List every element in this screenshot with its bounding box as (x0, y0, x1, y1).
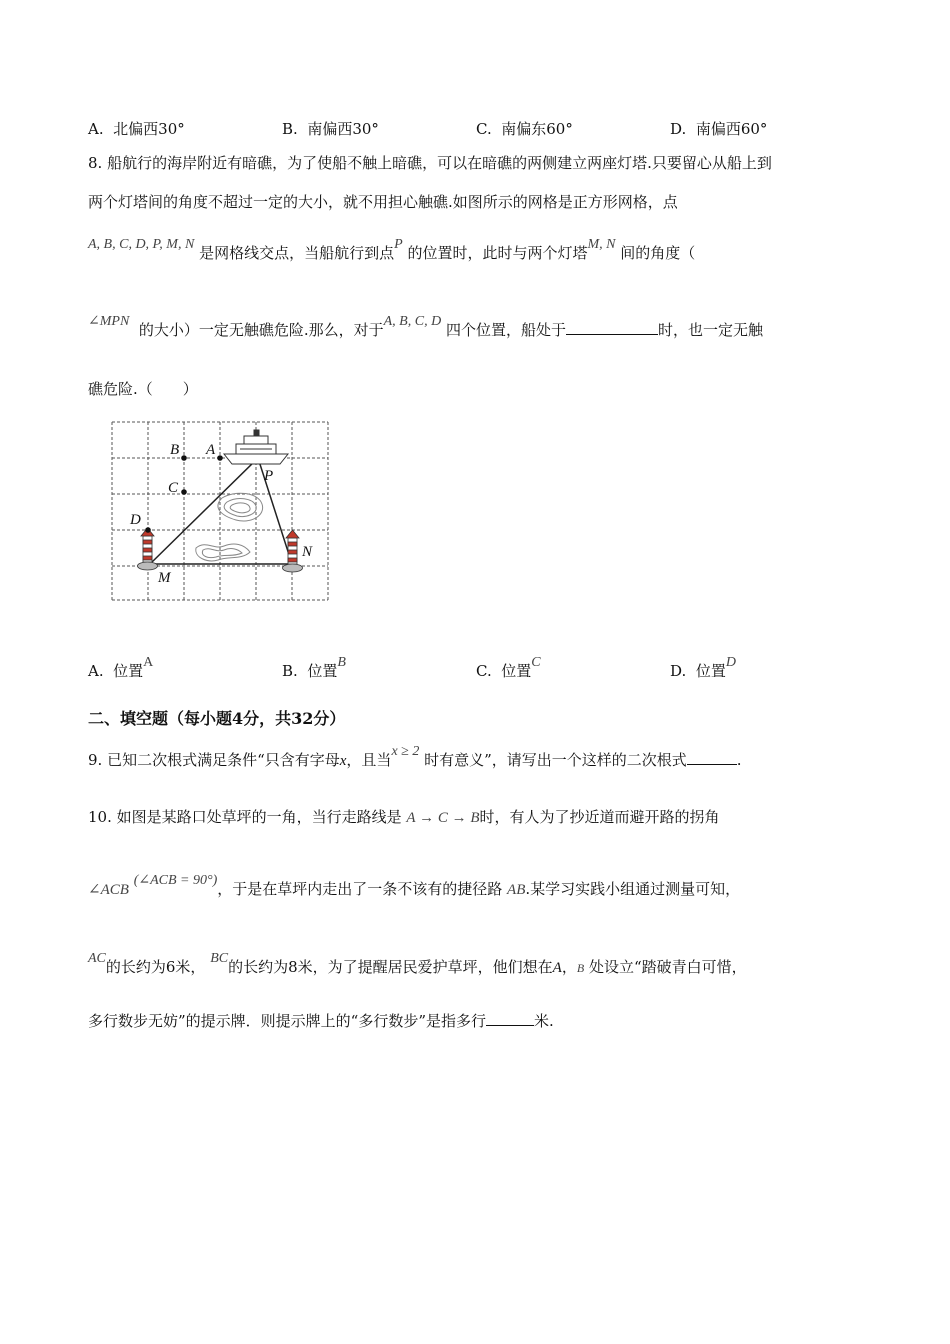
q9-text: 9. 已知二次根式满足条件“只含有字母 (88, 751, 340, 769)
answer-blank[interactable] (687, 748, 737, 765)
q7-option-b (282, 118, 379, 139)
q10-text: 的长约为8米，为了提醒居民爱护草坪，他们想在 (228, 958, 553, 976)
q8-line-4 (88, 314, 763, 343)
q10-text: 多行数步无妨”的提示牌．则提示牌上的“多行数步”是指多行 (88, 1012, 487, 1030)
q8-line-3 (88, 237, 696, 266)
point-b (181, 455, 187, 461)
q10-line-3 (88, 951, 747, 980)
option-math: D (725, 655, 736, 670)
q7-option-a (88, 118, 185, 139)
label-c: C (168, 480, 179, 496)
q8-text: 四个位置，船处于 (445, 321, 566, 339)
lighthouse-n-icon (283, 530, 303, 572)
path-math: A → C → B (406, 810, 480, 826)
q10-text: ，于是在草坪内走出了一条不该有的捷径路 (217, 880, 503, 898)
q10-line-4 (88, 1009, 554, 1032)
angle-condition-math: (∠ACB = 90°) (133, 873, 218, 888)
section-2-heading: 二、填空题（每小题4分，共32分） (88, 709, 346, 728)
q9-text: ，且当 (346, 751, 392, 769)
q9-text: 时有意义”，请写出一个这样的二次根式 (424, 751, 687, 769)
q7-option-d (670, 118, 767, 139)
answer-blank[interactable] (566, 318, 658, 335)
grid-figure (110, 420, 335, 605)
q8-option-b (282, 655, 346, 681)
q8-option-c (476, 655, 541, 681)
q10-text: 米. (534, 1012, 554, 1030)
q10-text: ， (561, 958, 577, 976)
reef-shapes (196, 493, 263, 561)
option-text: 北偏西30° (113, 120, 185, 138)
q10-text: 的长约为6米， (105, 958, 206, 976)
ship-icon (224, 430, 288, 464)
option-label: C. (476, 662, 492, 680)
lighthouse-m-icon (138, 528, 158, 570)
label-a: A (206, 442, 216, 458)
option-text: 位置 (695, 662, 726, 680)
q10-text: 处设立“踏破青白可惜， (588, 958, 747, 976)
option-label: A. (88, 662, 104, 680)
b-math: B (576, 961, 585, 975)
abcd-math: A, B, C, D (383, 314, 442, 329)
option-label: D. (670, 662, 687, 680)
option-text: 位置 (307, 662, 338, 680)
label-b: B (170, 442, 180, 458)
ab-math: AB (507, 882, 526, 898)
q9-text: . (736, 751, 742, 769)
angle-mpn-math: ∠MPN (88, 314, 130, 329)
q9-line (88, 744, 742, 773)
option-text: 南偏西60° (695, 120, 768, 138)
option-label: C. (476, 120, 492, 138)
answer-blank[interactable] (486, 1009, 534, 1026)
option-label: B. (282, 120, 298, 138)
option-label: B. (282, 662, 298, 680)
q8-option-a (88, 655, 154, 681)
x-math: x (339, 753, 347, 769)
q10-text: .某学习实践小组通过测量可知， (525, 880, 741, 898)
option-text: 位置 (113, 662, 144, 680)
label-m: M (158, 570, 171, 586)
option-math: C (531, 655, 541, 670)
q10-line-1 (88, 806, 720, 829)
q8-text: 是网格线交点，当船航行到点 (199, 244, 395, 262)
q8-text: 间的角度（ (620, 244, 696, 262)
q8-text: 的大小）一定无触礁危险.那么，对于 (138, 321, 384, 339)
point-p-math: P (394, 237, 403, 252)
option-text: 南偏西30° (307, 120, 379, 138)
q8-option-d (670, 655, 736, 681)
condition-math: x ≥ 2 (391, 744, 420, 759)
q8-line-5: 礁危险.（ ） (88, 380, 198, 398)
option-text: 位置 (501, 662, 532, 680)
option-label: A. (88, 120, 104, 138)
option-label: D. (670, 120, 687, 138)
a-math: A (552, 960, 562, 976)
q8-text: 时，也一定无触 (657, 321, 763, 339)
mn-math: M, N (587, 237, 616, 252)
label-n: N (302, 544, 313, 560)
q7-option-c (476, 118, 573, 139)
option-math: A (143, 655, 154, 670)
option-math: B (337, 655, 346, 670)
angle-acb-math: ∠ACB (88, 882, 129, 898)
q8-line-1: 8. 船航行的海岸附近有暗礁，为了使船不触上暗礁，可以在暗礁的两侧建立两座灯塔.只要留心从船上到 (88, 154, 772, 172)
q10-line-2 (88, 873, 741, 902)
points-math: A, B, C, D, P, M, N (88, 237, 195, 252)
label-p: P (264, 468, 274, 484)
ac-math: AC (88, 951, 106, 966)
q8-text: 的位置时，此时与两个灯塔 (407, 244, 588, 262)
option-text: 南偏东60° (501, 120, 573, 138)
q8-line-2: 两个灯塔间的角度不超过一定的大小，就不用担心触礁.如图所示的网格是正方形网格，点 (88, 193, 678, 211)
bc-math: BC (210, 951, 229, 966)
q10-text: 10. 如图是某路口处草坪的一角，当行走路线是 (88, 808, 402, 826)
point-a (217, 455, 223, 461)
q10-text: 时，有人为了抄近道而避开路的拐角 (479, 808, 720, 826)
label-d: D (130, 512, 141, 528)
point-c (181, 489, 187, 495)
point-d (145, 527, 151, 533)
